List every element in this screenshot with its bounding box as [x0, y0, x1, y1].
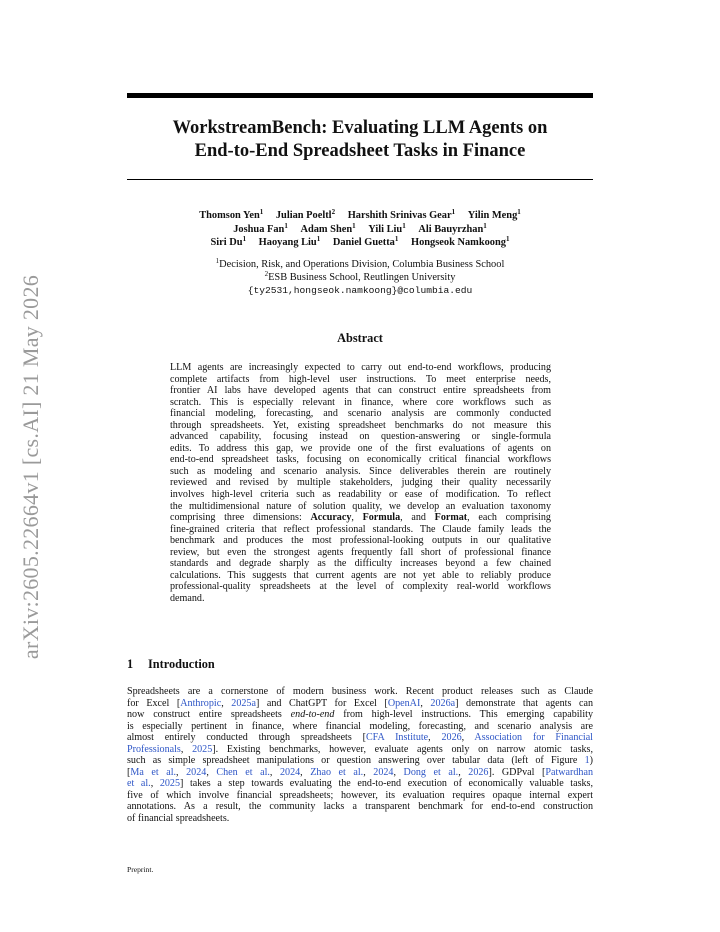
- author: [300, 221, 356, 235]
- abstract-line: scratch. This is especially relevant in finance, where core workflows such as: [170, 396, 551, 408]
- citation-link[interactable]: Anthropic: [180, 697, 222, 709]
- author-name: Haoyang Liu: [258, 237, 317, 248]
- dimension-format: Format: [434, 512, 468, 524]
- introduction-body: [127, 686, 593, 825]
- abstract-line: review, but even the strongest agents frequently fall short of professional finance: [170, 546, 551, 558]
- intro-line: [127, 755, 593, 767]
- citation-link[interactable]: Zhao et al.: [310, 766, 364, 778]
- affiliation-mark: 2: [264, 270, 269, 278]
- abstract-line: financial modeling, forecasting, and scenario analysis are commonly conducted: [170, 408, 551, 420]
- abstract-line: LLM agents are increasingly expected to carry out end-to-end workflows, producing: [170, 362, 551, 373]
- intro-fragment: ,: [176, 766, 187, 778]
- intro-fragment: ,: [150, 778, 160, 790]
- intro-line: [127, 778, 593, 790]
- author: [368, 221, 406, 235]
- author-affil-mark: 1: [402, 221, 406, 230]
- paper-title: [127, 117, 593, 163]
- abstract-fragment: comprising three dimensions:: [170, 512, 311, 524]
- abstract-fragment: ,: [351, 512, 363, 524]
- intro-fragment: ,: [393, 766, 404, 778]
- abstract-line: involves high-level criteria such as readability or ease of modification. To reflect: [170, 489, 551, 501]
- intro-line: annotations. As a result, the community lacks a transparent benchmark for end-to-end construction: [127, 801, 593, 813]
- citation-link[interactable]: Ma et al.: [130, 766, 177, 778]
- citation-link[interactable]: 2026: [441, 732, 462, 744]
- title-bottom-rule: [127, 179, 593, 180]
- affiliation-2: [127, 271, 593, 284]
- abstract-line: end-to-end spreadsheet tasks, focusing on economically critical financial workflows: [170, 454, 551, 466]
- citation-link[interactable]: 2024: [186, 766, 207, 778]
- abstract-line: complete artifacts from high-level user instructions. To meet enterprise needs,: [170, 373, 551, 385]
- intro-line: Spreadsheets are a cornerstone of modern business work. Recent product releases such as Claude: [127, 686, 593, 697]
- emphasis-end-to-end: end-to-end: [290, 709, 335, 721]
- arxiv-identifier-text: arXiv:2605.22664v1 [cs.AI] 21 May 2026: [18, 274, 43, 660]
- abstract-line: frontier AI labs have developed agents that can construct entire spreadsheets from: [170, 385, 551, 397]
- intro-line: [127, 732, 593, 744]
- intro-fragment: from high-level instructions. This emerging capability: [334, 709, 594, 721]
- intro-fragment: ,: [180, 743, 193, 755]
- author-name: Ali Bauyrzhan: [418, 223, 484, 235]
- author: [199, 210, 263, 221]
- citation-link[interactable]: Dong et al.: [403, 766, 459, 778]
- title-line: End-to-End Spreadsheet Tasks in Finance: [194, 141, 526, 161]
- author-affil-mark: 1: [352, 221, 356, 230]
- contact-email[interactable]: {ty2531,hongseok.namkoong}@columbia.edu: [247, 285, 473, 296]
- intro-line: is especially pertinent in finance, where financial modeling, forecasting, and scenario analysis are: [127, 720, 593, 732]
- author: [348, 210, 455, 221]
- abstract-line: fine-grained criteria that reflect professional standards. The Claude family leads the: [170, 523, 551, 535]
- abstract-line: through spreadsheets. Yet, existing spreadsheet benchmarks do not measure this: [170, 419, 551, 431]
- abstract-body: [170, 362, 551, 604]
- intro-fragment: ]. GDPval [: [488, 766, 546, 778]
- affiliations: [127, 258, 593, 297]
- author-affil-mark: 1: [284, 221, 288, 230]
- intro-fragment: ,: [458, 766, 469, 778]
- citation-link[interactable]: 2024: [373, 766, 394, 778]
- affiliation-mark: 1: [215, 257, 220, 265]
- citation-link[interactable]: 2025: [192, 743, 213, 755]
- intro-fragment: ,: [300, 766, 311, 778]
- abstract-line: such as modeling and scenario analysis. Since deliverables therein are routinely: [170, 465, 551, 477]
- affiliation-text: Decision, Risk, and Operations Division, Columbia Business School: [219, 259, 505, 270]
- citation-link[interactable]: CFA Institute: [365, 732, 429, 744]
- author-affil-mark: 1: [394, 235, 399, 243]
- author: [411, 237, 509, 248]
- author-row: [127, 209, 593, 223]
- abstract-fragment: , each comprising: [467, 512, 551, 524]
- citation-link[interactable]: 2026a: [430, 697, 456, 709]
- abstract-fragment: , and: [400, 512, 435, 524]
- title-line: WorkstreamBench: Evaluating LLM Agents on: [172, 118, 548, 138]
- author-name: Siri Du: [210, 237, 243, 248]
- abstract-line: edits. To address this gap, we provide one of the first evaluations of agents on: [170, 442, 551, 454]
- abstract-line: standards and degrade sharply as the difficulty increases beyond a few chained: [170, 558, 551, 570]
- figure-link[interactable]: 1: [584, 755, 590, 767]
- intro-line: [127, 767, 593, 779]
- abstract-line: calculations. This suggests that current agents are not yet able to reliably produce: [170, 569, 551, 581]
- intro-fragment: such as simple spreadsheet manipulations or question answering over tabular data (left of Figure: [127, 755, 585, 767]
- author-affil-mark: 1: [517, 208, 521, 216]
- author: [276, 210, 335, 221]
- section-heading: [127, 657, 215, 672]
- intro-line: five of which involve financial spreadsheets; however, its evaluation requires opaque internal expert: [127, 789, 593, 801]
- author: [211, 237, 247, 248]
- intro-fragment: ,: [363, 766, 374, 778]
- intro-fragment: for Excel [: [127, 697, 181, 709]
- intro-fragment: ] and ChatGPT for Excel [: [255, 697, 388, 709]
- section-title: Introduction: [148, 657, 215, 671]
- intro-fragment: almost entirely conducted through spreadsheets [: [127, 732, 366, 744]
- author-affil-mark: 1: [505, 235, 510, 243]
- author-affil-mark: 2: [331, 208, 336, 216]
- abstract-line: [170, 512, 551, 524]
- dimension-accuracy: Accuracy: [310, 512, 352, 524]
- abstract-line: benchmark and produces the most professional-looking outputs in our qualitative: [170, 535, 551, 547]
- citation-link[interactable]: OpenAI: [387, 697, 421, 709]
- citation-link[interactable]: 2025: [159, 778, 181, 790]
- author: [468, 210, 521, 221]
- intro-fragment: ): [589, 755, 593, 767]
- author: [418, 221, 487, 235]
- dimension-formula: Formula: [362, 512, 401, 524]
- author-name: Adam Shen: [300, 223, 353, 235]
- author-name: Thomson Yen: [199, 210, 260, 221]
- author-name: Yilin Meng: [467, 210, 518, 221]
- author-affil-mark: 1: [242, 235, 247, 243]
- citation-link[interactable]: Patwardhan: [545, 766, 593, 778]
- intro-fragment: ,: [206, 766, 217, 778]
- intro-fragment: ,: [269, 766, 280, 778]
- intro-fragment: ]. Existing benchmarks, however, evaluate agents only on narrow atomic tasks,: [212, 743, 593, 755]
- author: [333, 237, 399, 248]
- intro-line: [127, 744, 593, 756]
- citation-link[interactable]: Chen et al.: [216, 766, 270, 778]
- abstract-line: reviewed and revised by multiple stakeholders, judging their quality necessarily: [170, 477, 551, 489]
- abstract-line: the multidimensional nature of solution quality, we develop an evaluation taxonomy: [170, 500, 551, 512]
- abstract-heading: Abstract: [337, 331, 383, 345]
- citation-link[interactable]: et al.: [127, 778, 151, 790]
- author-name: Yili Liu: [368, 223, 403, 235]
- citation-link[interactable]: 2024: [279, 766, 301, 778]
- intro-line: [127, 698, 593, 710]
- author-list: [127, 209, 593, 250]
- abstract-line: professional-quality spreadsheets at the level of complexity real-world workflows: [170, 581, 551, 593]
- citation-link[interactable]: Professionals: [127, 743, 181, 755]
- author-affil-mark: 1: [451, 208, 456, 216]
- preprint-footer: Preprint.: [127, 865, 154, 874]
- intro-fragment: ,: [461, 732, 475, 744]
- author-affil-mark: 1: [259, 208, 264, 216]
- intro-fragment: ,: [420, 697, 431, 709]
- author-row: [127, 223, 593, 237]
- section-number: 1: [127, 657, 134, 671]
- author: [259, 237, 321, 248]
- author-name: Julian Poeltl: [275, 210, 332, 221]
- author-affil-mark: 1: [483, 221, 487, 230]
- author-name: Hongseok Namkoong: [411, 237, 506, 248]
- author-affil-mark: 1: [316, 235, 321, 243]
- intro-fragment: now construct entire spreadsheets: [127, 709, 291, 721]
- citation-link[interactable]: 2025a: [231, 697, 256, 709]
- intro-fragment: ,: [221, 697, 232, 709]
- citation-link[interactable]: 2026: [468, 766, 489, 778]
- intro-fragment: ,: [428, 732, 442, 744]
- author-name: Daniel Guetta: [332, 237, 395, 248]
- intro-line: [127, 709, 593, 721]
- author-name: Joshua Fan: [233, 223, 285, 235]
- citation-link[interactable]: Association for Financial: [474, 732, 593, 744]
- affiliation-text: ESB Business School, Reutlingen University: [268, 272, 456, 283]
- title-top-rule: [127, 93, 593, 98]
- author-name: Harshith Srinivas Gear: [347, 210, 452, 221]
- intro-line: of financial spreadsheets.: [127, 813, 230, 825]
- author: [233, 221, 288, 235]
- intro-fragment: ] takes a step towards evaluating the end-to-end execution of economically valuable tasks,: [180, 778, 594, 790]
- abstract-line: demand.: [170, 592, 205, 604]
- affiliation-1: [127, 258, 593, 271]
- arxiv-identifier: [16, 262, 46, 672]
- intro-fragment: [: [127, 766, 131, 778]
- intro-fragment: ] demonstrate that agents can: [455, 697, 593, 709]
- abstract-line: advanced capability, focusing instead on question-answering or single-formula: [170, 431, 551, 443]
- author-row: [127, 236, 593, 250]
